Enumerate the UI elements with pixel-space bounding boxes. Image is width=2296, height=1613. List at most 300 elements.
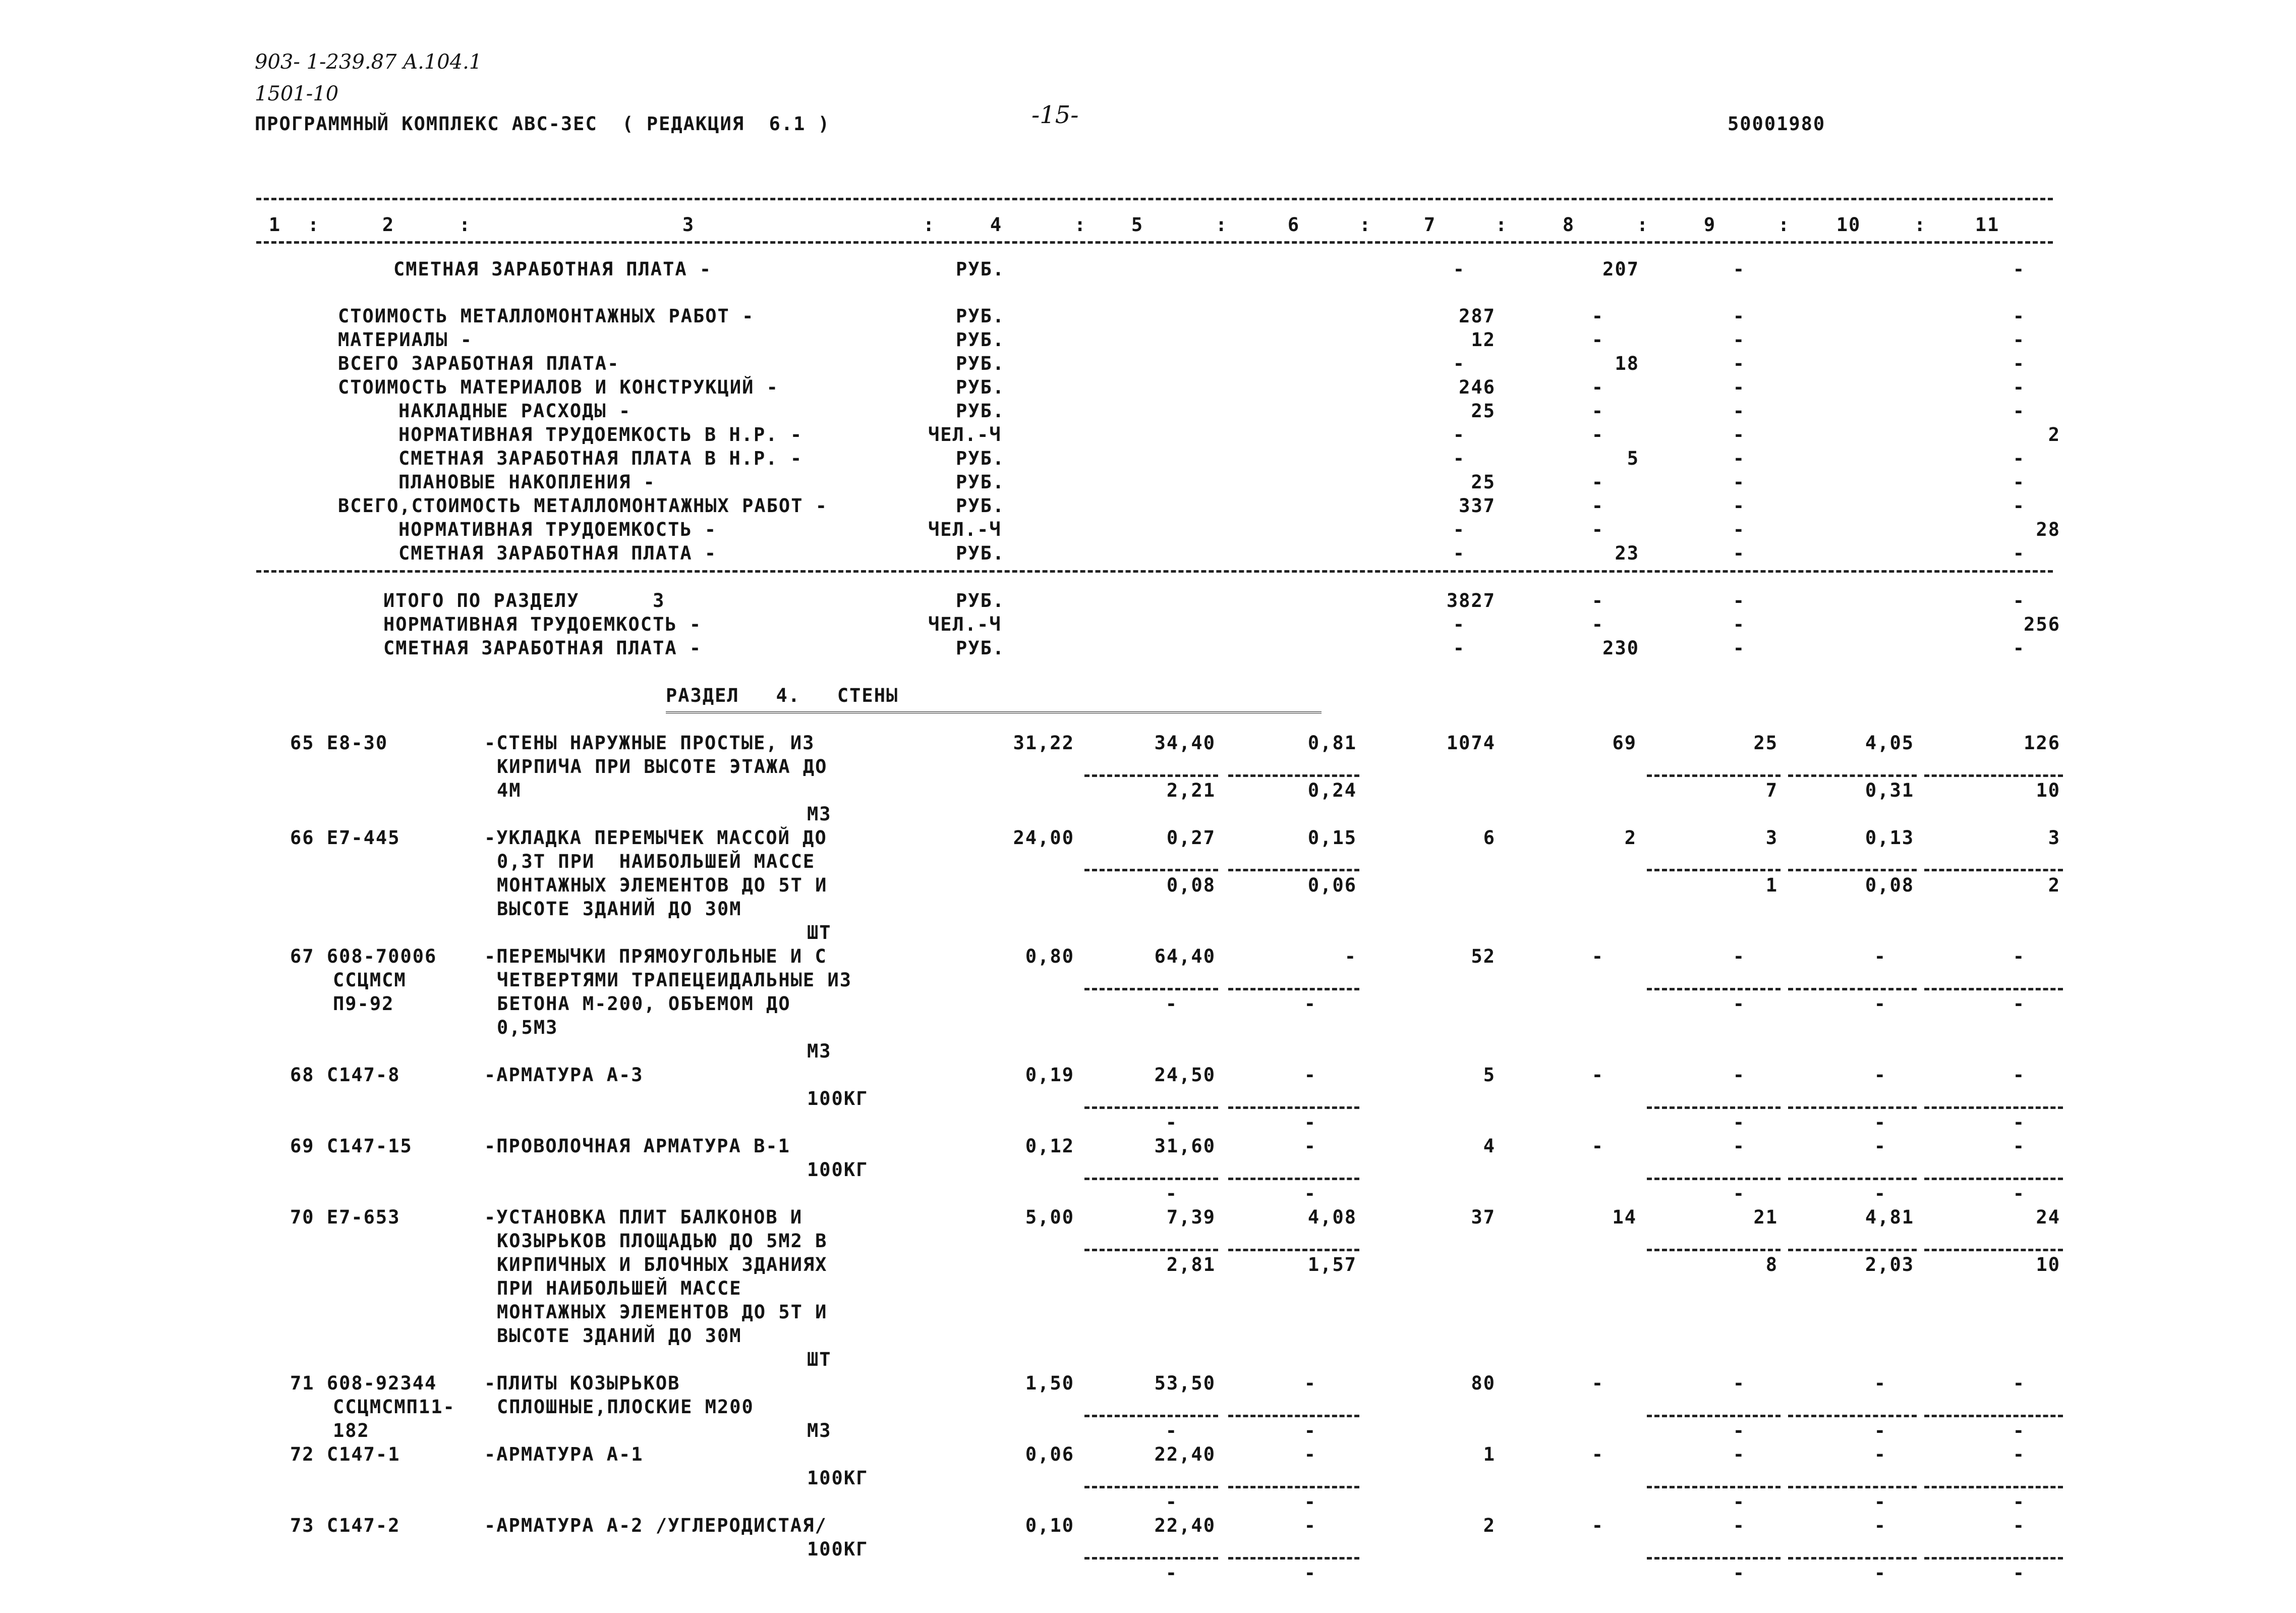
table-cell: - (1733, 329, 1745, 351)
value-underline (1647, 1249, 1781, 1251)
table-cell: - (2013, 1064, 2025, 1086)
table-cell: 7 (1765, 780, 1778, 801)
table-cell: ПЛАНОВЫЕ НАКОПЛЕНИЯ - (398, 471, 656, 493)
table-cell: 1 (1483, 1443, 1496, 1465)
value-underline (1647, 869, 1781, 871)
table-cell: 1,57 (1307, 1254, 1357, 1275)
table-cell: -ПРОВОЛОЧНАЯ АРМАТУРА В-1 (484, 1135, 790, 1157)
table-cell: РУБ. (956, 590, 1005, 611)
table-cell: 69 (1612, 732, 1637, 754)
table-cell: - (1733, 376, 1745, 398)
table-cell: 25 (1753, 732, 1778, 754)
value-underline (1228, 869, 1359, 871)
table-cell: - (1733, 1064, 1745, 1086)
table-cell: М3 (807, 1420, 832, 1441)
table-cell: -УСТАНОВКА ПЛИТ БАЛКОНОВ И (484, 1206, 803, 1228)
table-cell: 1,50 (1025, 1372, 1074, 1394)
table-cell: - (1733, 1372, 1745, 1394)
table-cell: - (1733, 1111, 1745, 1133)
value-underline (1647, 1178, 1781, 1180)
table-cell: 25 (1471, 400, 1496, 422)
table-cell: 0,24 (1307, 780, 1357, 801)
value-underline (1647, 988, 1781, 990)
table-cell: - (1453, 542, 1465, 564)
table-cell: 69 С147-15 (290, 1135, 413, 1157)
table-cell: -ПЕРЕМЫЧКИ ПРЯМОУГОЛЬНЫЕ И С (484, 945, 827, 967)
value-underline (1228, 988, 1359, 990)
table-cell: - (1733, 495, 1745, 517)
table-cell: - (2013, 637, 2025, 659)
column-separator: : (308, 214, 320, 236)
table-cell: НОРМАТИВНАЯ ТРУДОЕМКОСТЬ - (383, 614, 702, 635)
column-number: 3 (682, 214, 695, 236)
table-cell: 0,08 (1166, 874, 1216, 896)
table-cell: М3 (807, 803, 832, 825)
table-cell: РУБ. (956, 305, 1005, 327)
table-cell: 14 (1612, 1206, 1637, 1228)
table-cell: - (2013, 400, 2025, 422)
table-cell: - (1733, 1562, 1745, 1584)
table-cell: - (1304, 1420, 1316, 1441)
table-row (0, 541, 2296, 565)
table-cell: 0,27 (1166, 827, 1216, 849)
table-cell: - (1453, 519, 1465, 540)
handwritten-page-number: -15- (1031, 101, 1079, 129)
table-cell: - (2013, 1111, 2025, 1133)
table-cell: 230 (1602, 637, 1639, 659)
table-cell: - (1733, 945, 1745, 967)
table-row (0, 1442, 2296, 1466)
table-cell: - (1874, 1443, 1886, 1465)
table-cell: -СТЕНЫ НАРУЖНЫЕ ПРОСТЫЕ, ИЗ (484, 732, 815, 754)
table-cell: 24,00 (1013, 827, 1074, 849)
table-cell: НОРМАТИВНАЯ ТРУДОЕМКОСТЬ В Н.Р. - (398, 424, 803, 446)
table-cell: 67 608-70006 (290, 945, 437, 967)
table-cell: - (1733, 353, 1745, 374)
table-cell: 34,40 (1154, 732, 1216, 754)
table-row (0, 1016, 2296, 1039)
table-cell: 65 Е8-30 (290, 732, 388, 754)
table-cell: 2,21 (1166, 780, 1216, 801)
table-cell: - (2013, 542, 2025, 564)
table-cell: - (1304, 1111, 1316, 1133)
table-cell: ЧЕЛ.-Ч (928, 424, 1002, 446)
table-cell: 53,50 (1154, 1372, 1216, 1394)
table-cell: - (1591, 376, 1604, 398)
value-underline (1788, 869, 1917, 871)
table-row (0, 328, 2296, 352)
table-cell: - (1453, 353, 1465, 374)
value-underline (1924, 988, 2063, 990)
column-number: 8 (1562, 214, 1575, 236)
table-row (0, 447, 2296, 470)
table-cell: 0,31 (1865, 780, 1914, 801)
column-number: 4 (990, 214, 1003, 236)
table-cell: 24 (2036, 1206, 2060, 1228)
table-cell: 287 (1459, 305, 1496, 327)
table-cell: РУБ. (956, 400, 1005, 422)
table-cell: 4М (497, 780, 522, 801)
column-separator: : (1496, 214, 1508, 236)
table-cell: 68 С147-8 (290, 1064, 400, 1086)
table-cell: 28 (2036, 519, 2060, 540)
table-cell: - (1733, 590, 1745, 611)
table-row (0, 613, 2296, 636)
table-cell: КОЗЫРЬКОВ ПЛОЩАДЬЮ ДО 5М2 В (497, 1230, 828, 1252)
table-cell: - (2013, 448, 2025, 469)
table-row (0, 1514, 2296, 1537)
table-cell: - (1874, 1183, 1886, 1204)
table-cell: - (2013, 1443, 2025, 1465)
table-cell: - (1304, 1491, 1316, 1513)
table-cell: 126 (2024, 732, 2060, 754)
table-cell: - (1733, 471, 1745, 493)
table-cell: СПЛОШНЫЕ,ПЛОСКИЕ М200 (497, 1396, 754, 1418)
value-underline (1924, 1106, 2063, 1109)
table-row (0, 921, 2296, 944)
column-number: 9 (1703, 214, 1716, 236)
table-cell: 0,10 (1025, 1515, 1074, 1536)
table-cell: - (1165, 1111, 1178, 1133)
table-row (0, 1324, 2296, 1348)
table-cell: 0,3Т ПРИ НАИБОЛЬШЕЙ МАССЕ (497, 851, 816, 872)
table-cell: ПРИ НАИБОЛЬШЕЙ МАССЕ (497, 1277, 742, 1299)
table-cell: 0,80 (1025, 945, 1074, 967)
table-cell: - (2013, 305, 2025, 327)
table-cell: 182 (333, 1420, 370, 1441)
table-row (0, 518, 2296, 541)
table-cell: - (1874, 1372, 1886, 1394)
table-cell: СМЕТНАЯ ЗАРАБОТНАЯ ПЛАТА - (383, 637, 702, 659)
value-underline (1647, 1415, 1781, 1417)
table-cell: - (1733, 1135, 1745, 1157)
table-cell: - (1874, 1491, 1886, 1513)
table-cell: - (2013, 353, 2025, 374)
table-cell: ВСЕГО,СТОИМОСТЬ МЕТАЛЛОМОНТАЖНЫХ РАБОТ - (338, 495, 828, 517)
column-number: 10 (1836, 214, 1861, 236)
table-cell: 80 (1471, 1372, 1496, 1394)
table-cell: - (1591, 329, 1604, 351)
table-cell: - (1591, 471, 1604, 493)
table-cell: - (2013, 1183, 2025, 1204)
table-cell: - (1733, 258, 1745, 280)
table-cell: 1 (1765, 874, 1778, 896)
table-cell: 5,00 (1025, 1206, 1074, 1228)
table-cell: СМЕТНАЯ ЗАРАБОТНАЯ ПЛАТА - (398, 542, 717, 564)
table-cell: - (1733, 1183, 1745, 1204)
table-cell: - (2013, 1420, 2025, 1441)
table-cell: 25 (1471, 471, 1496, 493)
table-row (0, 1182, 2296, 1205)
table-cell: - (1874, 993, 1886, 1015)
table-row (0, 423, 2296, 447)
value-underline (1788, 1249, 1917, 1251)
column-number: 2 (382, 214, 395, 236)
table-cell: КИРПИЧНЫХ И БЛОЧНЫХ ЗДАНИЯХ (497, 1254, 828, 1275)
value-underline (1924, 1178, 2063, 1180)
value-underline (1228, 1249, 1359, 1251)
table-cell: 52 (1471, 945, 1496, 967)
table-cell: 70 Е7-653 (290, 1206, 400, 1228)
table-row (0, 992, 2296, 1016)
table-cell: - (2013, 1491, 2025, 1513)
table-cell: СТОИМОСТЬ МЕТАЛЛОМОНТАЖНЫХ РАБОТ - (338, 305, 755, 327)
table-cell: ИТОГО ПО РАЗДЕЛУ 3 (383, 590, 665, 611)
table-cell: 7,39 (1166, 1206, 1216, 1228)
table-cell: - (1453, 637, 1465, 659)
table-cell: ШТ (807, 922, 832, 943)
table-cell: - (1304, 1562, 1316, 1584)
value-underline (1788, 1557, 1917, 1560)
table-cell: 72 С147-1 (290, 1443, 400, 1465)
table-cell: 246 (1459, 376, 1496, 398)
table-cell: - (1733, 1515, 1745, 1536)
table-row (0, 1300, 2296, 1324)
section-title-underline (666, 711, 1322, 716)
table-cell: СМЕТНАЯ ЗАРАБОТНАЯ ПЛАТА В Н.Р. - (398, 448, 803, 469)
table-cell: - (1304, 993, 1316, 1015)
table-cell: 6 (1483, 827, 1496, 849)
table-cell: НАКЛАДНЫЕ РАСХОДЫ - (398, 400, 632, 422)
table-cell: 256 (2024, 614, 2060, 635)
table-cell: 12 (1471, 329, 1496, 351)
value-underline (1788, 1106, 1917, 1109)
table-cell: -ПЛИТЫ КОЗЫРЬКОВ (484, 1372, 680, 1394)
value-underline (1228, 1486, 1359, 1488)
subtotal-rule (256, 570, 2053, 575)
value-underline (1924, 1415, 2063, 1417)
table-cell: П9-92 (333, 993, 394, 1015)
table-cell: - (1874, 1064, 1886, 1086)
table-cell: ССЦМСМП11- (333, 1396, 455, 1418)
table-row (0, 802, 2296, 826)
table-cell: 0,13 (1865, 827, 1914, 849)
table-cell: РУБ. (956, 471, 1005, 493)
table-cell: РУБ. (956, 353, 1005, 374)
value-underline (1924, 1557, 2063, 1560)
table-cell: - (1453, 448, 1465, 469)
table-cell: - (1165, 1491, 1178, 1513)
table-cell: 5 (1627, 448, 1639, 469)
table-cell: - (1591, 305, 1604, 327)
table-cell: - (1733, 1491, 1745, 1513)
value-underline (1788, 1486, 1917, 1488)
table-cell: 66 Е7-445 (290, 827, 400, 849)
table-cell: 10 (2036, 1254, 2060, 1275)
table-cell: - (2013, 258, 2025, 280)
value-underline (1084, 988, 1218, 990)
column-separator: : (923, 214, 936, 236)
table-cell: 4 (1483, 1135, 1496, 1157)
table-cell: 0,15 (1307, 827, 1357, 849)
table-cell: - (1874, 1420, 1886, 1441)
table-cell: БЕТОНА М-200, ОБЪЕМОМ ДО (497, 993, 791, 1015)
table-cell: 4,05 (1865, 732, 1914, 754)
table-row (0, 1348, 2296, 1371)
value-underline (1228, 1106, 1359, 1109)
column-number: 5 (1131, 214, 1144, 236)
value-underline (1084, 1106, 1218, 1109)
table-cell: 71 608-92344 (290, 1372, 437, 1394)
table-cell: 100КГ (807, 1467, 869, 1489)
table-cell: СТОИМОСТЬ МАТЕРИАЛОВ И КОНСТРУКЦИЙ - (338, 376, 779, 398)
value-underline (1647, 1557, 1781, 1560)
table-cell: - (1165, 1420, 1178, 1441)
table-cell: 5 (1483, 1064, 1496, 1086)
table-cell: 100КГ (807, 1159, 869, 1181)
table-cell: - (1733, 1420, 1745, 1441)
table-cell: 31,22 (1013, 732, 1074, 754)
table-cell: 23 (1615, 542, 1639, 564)
table-row (0, 1419, 2296, 1442)
value-underline (1647, 1106, 1781, 1109)
value-underline (1924, 774, 2063, 777)
table-row (0, 1253, 2296, 1276)
table-cell: 22,40 (1154, 1443, 1216, 1465)
table-row (0, 1205, 2296, 1229)
table-cell: - (1304, 1135, 1316, 1157)
table-cell: - (1874, 1111, 1886, 1133)
table-cell: 1074 (1446, 732, 1496, 754)
table-cell: - (1591, 495, 1604, 517)
value-underline (1084, 1178, 1218, 1180)
table-row (0, 470, 2296, 494)
document-number: 50001980 (1728, 113, 1826, 135)
table-cell: 100КГ (807, 1538, 869, 1560)
value-underline (1228, 1178, 1359, 1180)
table-cell: 207 (1602, 258, 1639, 280)
table-row (0, 494, 2296, 518)
table-row (0, 1371, 2296, 1395)
table-cell: ЧЕТВЕРТЯМИ ТРАПЕЦЕИДАЛЬНЫЕ ИЗ (497, 969, 852, 991)
header-rule-bottom (256, 241, 2053, 246)
table-cell: - (1591, 1515, 1604, 1536)
value-underline (1084, 1557, 1218, 1560)
table-cell: 100КГ (807, 1088, 869, 1109)
value-underline (1647, 774, 1781, 777)
value-underline (1084, 869, 1218, 871)
program-title: ПРОГРАММНЫЙ КОМПЛЕКС АВС-3ЕС ( РЕДАКЦИЯ 6.1 ) (255, 113, 830, 135)
value-underline (1228, 774, 1359, 777)
table-cell: - (1304, 1064, 1316, 1086)
table-cell: - (1453, 258, 1465, 280)
table-row (0, 1063, 2296, 1087)
column-separator: : (1778, 214, 1791, 236)
table-cell: 0,81 (1307, 732, 1357, 754)
value-underline (1788, 774, 1917, 777)
table-cell: МОНТАЖНЫХ ЭЛЕМЕНТОВ ДО 5Т И (497, 1301, 828, 1323)
table-row (0, 636, 2296, 660)
value-underline (1084, 1415, 1218, 1417)
table-cell: - (2013, 376, 2025, 398)
table-cell: - (2013, 590, 2025, 611)
table-cell: - (2013, 495, 2025, 517)
table-cell: - (1304, 1443, 1316, 1465)
table-row (0, 944, 2296, 968)
table-cell: 18 (1615, 353, 1639, 374)
table-cell: 0,06 (1025, 1443, 1074, 1465)
table-cell: - (2013, 329, 2025, 351)
table-cell: - (1591, 590, 1604, 611)
table-cell: РУБ. (956, 448, 1005, 469)
table-cell: 0,06 (1307, 874, 1357, 896)
table-cell: - (1733, 305, 1745, 327)
table-cell: 10 (2036, 780, 2060, 801)
value-underline (1228, 1415, 1359, 1417)
table-cell: РУБ. (956, 495, 1005, 517)
table-row (0, 1561, 2296, 1585)
handwritten-project-code: 903- 1-239.87 A.104.1 (255, 50, 482, 74)
table-row (0, 304, 2296, 328)
table-cell: -УКЛАДКА ПЕРЕМЫЧЕК МАССОЙ ДО (484, 827, 827, 849)
table-cell: ВСЕГО ЗАРАБОТНАЯ ПЛАТА- (338, 353, 620, 374)
column-number-row (0, 213, 2296, 237)
table-cell: - (2013, 1135, 2025, 1157)
table-row (0, 684, 2296, 707)
column-number: 6 (1287, 214, 1300, 236)
table-cell: - (1304, 1515, 1316, 1536)
table-cell: -АРМАТУРА А-2 /УГЛЕРОДИСТАЯ/ (484, 1515, 827, 1536)
table-cell: 21 (1753, 1206, 1778, 1228)
table-cell: - (1344, 945, 1357, 967)
column-separator: : (1216, 214, 1228, 236)
column-number: 1 (268, 214, 281, 236)
column-separator: : (1637, 214, 1649, 236)
value-underline (1788, 1415, 1917, 1417)
table-cell: - (2013, 471, 2025, 493)
table-cell: ССЦМСМ (333, 969, 407, 991)
value-underline (1084, 774, 1218, 777)
column-number: 11 (1975, 214, 2000, 236)
table-cell: - (1591, 1443, 1604, 1465)
table-cell: МАТЕРИАЛЫ - (338, 329, 473, 351)
table-row (0, 1134, 2296, 1158)
table-cell: - (1591, 945, 1604, 967)
table-cell: ЧЕЛ.-Ч (928, 614, 1002, 635)
table-cell: 337 (1459, 495, 1496, 517)
table-row (0, 257, 2296, 281)
table-cell: - (1874, 1515, 1886, 1536)
table-cell: 2,81 (1166, 1254, 1216, 1275)
table-cell: - (1591, 1064, 1604, 1086)
table-cell: ЧЕЛ.-Ч (928, 519, 1002, 540)
value-underline (1084, 1249, 1218, 1251)
table-cell: - (2013, 1515, 2025, 1536)
table-cell: - (1874, 945, 1886, 967)
header-rule-top (256, 198, 2053, 203)
table-cell: - (1591, 1372, 1604, 1394)
table-cell: - (1733, 424, 1745, 446)
table-cell: 3 (2048, 827, 2060, 849)
value-underline (1924, 1486, 2063, 1488)
table-row (0, 731, 2296, 755)
table-cell: - (1591, 614, 1604, 635)
table-cell: 2 (2048, 874, 2060, 896)
table-cell: - (1591, 400, 1604, 422)
table-cell: РУБ. (956, 637, 1005, 659)
table-cell: РУБ. (956, 376, 1005, 398)
table-cell: РУБ. (956, 329, 1005, 351)
table-row (0, 589, 2296, 613)
value-underline (1924, 869, 2063, 871)
table-cell: - (1733, 519, 1745, 540)
table-cell: - (1453, 424, 1465, 446)
table-cell: МОНТАЖНЫХ ЭЛЕМЕНТОВ ДО 5Т И (497, 874, 828, 896)
table-cell: - (1165, 993, 1178, 1015)
table-cell: - (1874, 1135, 1886, 1157)
value-underline (1647, 1486, 1781, 1488)
table-cell: - (1733, 993, 1745, 1015)
